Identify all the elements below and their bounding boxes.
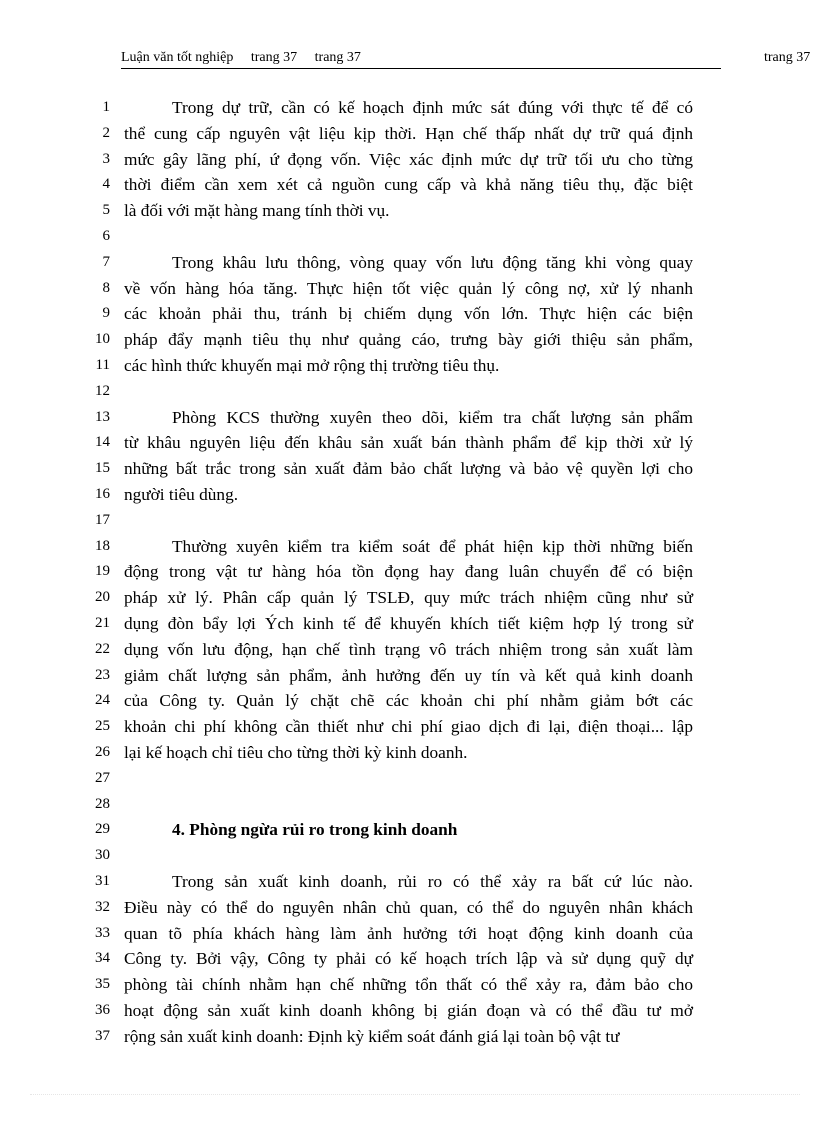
line-text: pháp đẩy mạnh tiêu thụ như quảng cáo, trưng bày giới thiệu sản phẩm, xyxy=(124,330,693,350)
line-number: 1 xyxy=(102,99,110,115)
document-line xyxy=(0,869,816,895)
document-line xyxy=(0,301,816,327)
document-body xyxy=(0,95,816,1049)
line-number: 21 xyxy=(95,614,110,631)
document-line xyxy=(0,405,816,431)
line-number: 34 xyxy=(95,950,110,967)
line-number: 37 xyxy=(95,1027,110,1044)
line-number: 27 xyxy=(95,769,110,786)
line-text: rộng sản xuất kinh doanh: Định kỳ kiểm soát đánh giá lại toàn bộ vật tư xyxy=(124,1026,620,1046)
line-text: mức gây lãng phí, ứ đọng vốn. Việc xác định mức dự trữ tối ưu cho từng xyxy=(124,149,693,169)
line-text: về vốn hàng hóa tăng. Thực hiện tốt việc quản lý công nợ, xử lý nhanh xyxy=(124,278,693,298)
line-text: các hình thức khuyến mại mở rộng thị trường tiêu thụ. xyxy=(124,355,500,375)
line-number: 13 xyxy=(95,408,110,425)
line-number: 7 xyxy=(102,253,110,270)
document-line xyxy=(0,972,816,998)
line-text: của Công ty. Quản lý chặt chẽ các khoản chi phí nhằm giảm bớt các xyxy=(124,691,693,711)
page-header xyxy=(121,48,721,69)
line-number: 12 xyxy=(95,382,110,399)
line-text: thời điểm cần xem xét cả nguồn cung cấp và khả năng tiêu thụ, đặc biệt xyxy=(124,175,693,195)
line-text: là đối với mặt hàng mang tính thời vụ. xyxy=(124,201,390,221)
line-number: 30 xyxy=(95,847,110,864)
line-text: Thường xuyên kiểm tra kiểm soát để phát hiện kịp thời những biến xyxy=(172,536,693,556)
document-line xyxy=(0,817,816,843)
line-number: 33 xyxy=(95,924,110,941)
line-text: dụng vốn lưu động, hạn chế tình trạng vô trách nhiệm trong sản xuất làm xyxy=(124,639,693,659)
line-number: 18 xyxy=(95,537,110,554)
document-line xyxy=(0,327,816,353)
line-text: dụng đòn bẩy lợi Ých kinh tế để khuyến khích tiết kiệm hợp lý trong sử xyxy=(124,613,693,633)
document-line xyxy=(0,147,816,173)
line-number: 14 xyxy=(95,434,110,451)
line-number: 20 xyxy=(95,589,110,606)
document-line xyxy=(0,353,816,379)
header-page-label-right: trang 37 xyxy=(764,50,811,65)
document-line xyxy=(0,637,816,663)
header-title: Luận văn tốt nghiệp xyxy=(121,50,234,65)
line-text: Điều này có thể do nguyên nhân chủ quan, có thể do nguyên nhân khách xyxy=(124,897,693,917)
document-line xyxy=(0,172,816,198)
line-number: 9 xyxy=(102,305,110,322)
document-line xyxy=(0,792,816,818)
document-line xyxy=(0,998,816,1024)
line-number: 2 xyxy=(102,124,110,141)
document-line xyxy=(0,508,816,534)
document-line xyxy=(0,198,816,224)
line-text: những bất trắc trong sản xuất đảm bảo chất lượng và bảo vệ quyền lợi cho xyxy=(124,459,693,479)
document-line xyxy=(0,663,816,689)
line-number: 19 xyxy=(95,563,110,580)
document-line xyxy=(0,121,816,147)
document-line xyxy=(0,585,816,611)
document-line xyxy=(0,456,816,482)
line-number: 6 xyxy=(102,227,110,244)
document-line xyxy=(0,843,816,869)
document-line xyxy=(0,714,816,740)
document-line xyxy=(0,895,816,921)
line-number: 4 xyxy=(102,176,110,193)
line-number: 26 xyxy=(95,743,110,760)
line-number: 5 xyxy=(102,202,110,219)
line-text: pháp xử lý. Phân cấp quản lý TSLĐ, quy mức trách nhiệm cũng như sử xyxy=(124,588,693,608)
line-text: giảm chất lượng sản phẩm, ảnh hưởng đến uy tín và kết quả kinh doanh xyxy=(124,665,693,685)
line-number: 24 xyxy=(95,692,110,709)
document-line xyxy=(0,482,816,508)
line-text: các khoản phải thu, tránh bị chiếm dụng vốn lớn. Thực hiện các biện xyxy=(124,304,693,324)
line-text: phòng tài chính nhằm hạn chế những tổn thất có thể xảy ra, đảm bảo cho xyxy=(124,975,693,995)
document-line xyxy=(0,611,816,637)
line-text: Trong dự trữ, cần có kế hoạch định mức sát đúng với thực tế để có xyxy=(172,98,693,117)
document-line xyxy=(0,95,816,121)
line-text: động trong vật tư hàng hóa tồn đọng hay đang luân chuyển để có biện xyxy=(124,562,693,582)
document-line xyxy=(0,250,816,276)
line-number: 8 xyxy=(102,279,110,296)
document-line xyxy=(0,921,816,947)
document-line xyxy=(0,740,816,766)
document-line xyxy=(0,534,816,560)
document-line xyxy=(0,276,816,302)
line-number: 23 xyxy=(95,666,110,683)
line-number: 22 xyxy=(95,640,110,657)
line-number: 17 xyxy=(95,511,110,528)
document-line xyxy=(0,688,816,714)
line-text: người tiêu dùng. xyxy=(124,484,239,504)
header-page-label: trang 37 xyxy=(250,50,298,65)
line-text: khoản chi phí không cần thiết như chi phí giao dịch đi lại, điện thoại... lập xyxy=(124,717,693,737)
line-text: thể cung cấp nguyên vật liệu kịp thời. Hạn chế thấp nhất dự trữ quá định xyxy=(124,123,693,143)
document-line xyxy=(0,430,816,456)
line-number: 36 xyxy=(95,1001,110,1018)
document-line xyxy=(0,946,816,972)
line-number: 29 xyxy=(95,821,110,838)
document-line xyxy=(0,559,816,585)
line-number: 11 xyxy=(95,356,110,373)
line-number: 25 xyxy=(95,718,110,735)
line-text: Trong sản xuất kinh doanh, rủi ro có thể xảy ra bất cứ lúc nào. xyxy=(172,871,693,891)
header-page-label: trang 37 xyxy=(314,50,361,65)
line-text: Công ty. Bởi vậy, Công ty phải có kế hoạch trích lập và sử dụng quỹ dự xyxy=(124,949,693,969)
document-line xyxy=(0,379,816,405)
section-heading: 4. Phòng ngừa rủi ro trong kinh doanh xyxy=(172,820,458,840)
line-number: 3 xyxy=(102,150,110,167)
line-text: hoạt động sản xuất kinh doanh không bị gián đoạn và có thể đầu tư mở xyxy=(124,1000,693,1020)
line-number: 28 xyxy=(95,795,110,812)
line-text: Phòng KCS thường xuyên theo dõi, kiểm tra chất lượng sản phẩm xyxy=(172,407,693,427)
page-bottom-divider xyxy=(30,1094,800,1095)
line-number: 32 xyxy=(95,898,110,915)
line-number: 16 xyxy=(95,485,110,502)
document-line xyxy=(0,1024,816,1050)
line-number: 35 xyxy=(95,976,110,993)
line-text: lại kế hoạch chỉ tiêu cho từng thời kỳ kinh doanh. xyxy=(124,742,468,762)
document-line xyxy=(0,766,816,792)
line-number: 15 xyxy=(95,460,110,477)
document-line xyxy=(0,224,816,250)
line-text: Trong khâu lưu thông, vòng quay vốn lưu động tăng khi vòng quay xyxy=(172,252,693,272)
line-number: 10 xyxy=(95,331,110,348)
line-number: 31 xyxy=(95,872,110,889)
line-text: quan tõ phía khách hàng làm ảnh hưởng tới hoạt động kinh doanh của xyxy=(124,923,693,943)
line-text: từ khâu nguyên liệu đến khâu sản xuất bán thành phẩm để kịp thời xử lý xyxy=(124,433,693,453)
